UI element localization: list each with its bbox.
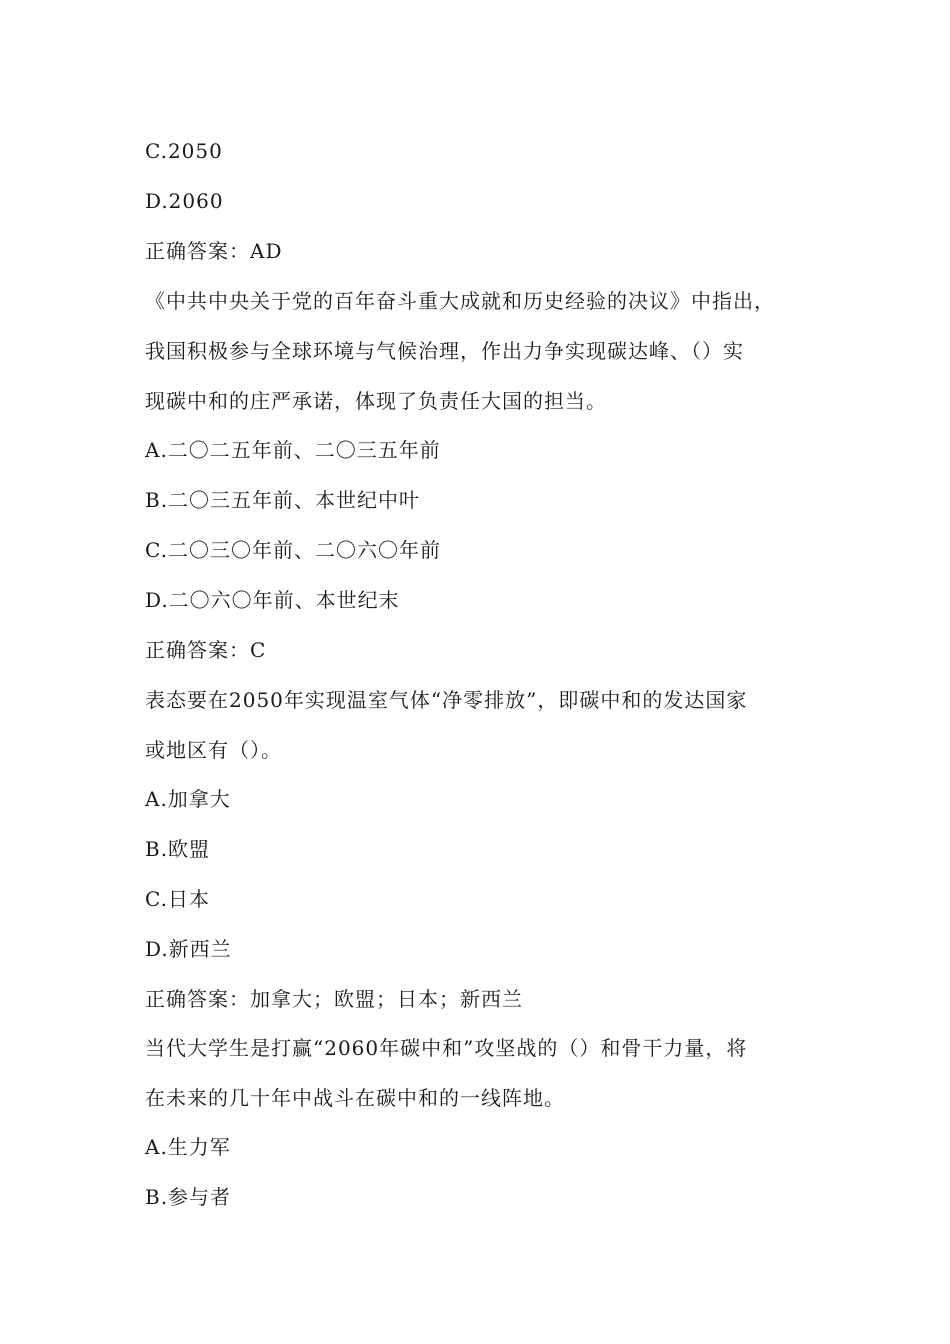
option-c: C.二〇三〇年前、二〇六〇年前	[145, 538, 441, 562]
answer-line: 正确答案：C	[145, 638, 267, 662]
option-d: D.二〇六〇年前、本世纪末	[145, 588, 400, 612]
option-b: B.欧盟	[145, 837, 211, 861]
question-line: 《中共中央关于党的百年奋斗重大成就和历史经验的决议》中指出，	[145, 289, 775, 313]
question-line: 表态要在2050年实现温室气体“净零排放”，即碳中和的发达国家	[145, 688, 748, 712]
option-d-year: D.2060	[145, 189, 224, 213]
question-line: 我国积极参与全球环境与气候治理，作出力争实现碳达峰、（）实	[145, 339, 744, 363]
question-line: 当代大学生是打赢“2060年碳中和”攻坚战的（）和骨干力量，将	[145, 1036, 748, 1060]
option-c-year: C.2050	[145, 139, 223, 163]
option-c: C.日本	[145, 887, 210, 911]
option-b: B.二〇三五年前、本世纪中叶	[145, 488, 421, 512]
option-a: A.二〇二五年前、二〇三五年前	[145, 438, 441, 462]
option-d: D.新西兰	[145, 937, 232, 961]
question-line: 在未来的几十年中战斗在碳中和的一线阵地。	[145, 1086, 565, 1110]
option-a: A.生力军	[145, 1135, 231, 1159]
question-line: 现碳中和的庄严承诺，体现了负责任大国的担当。	[145, 389, 607, 413]
option-b: B.参与者	[145, 1185, 232, 1209]
question-line: 或地区有（）。	[145, 738, 282, 762]
answer-line: 正确答案：AD	[145, 239, 283, 263]
answer-line: 正确答案：加拿大；欧盟；日本；新西兰	[145, 987, 523, 1011]
option-a: A.加拿大	[145, 787, 231, 811]
